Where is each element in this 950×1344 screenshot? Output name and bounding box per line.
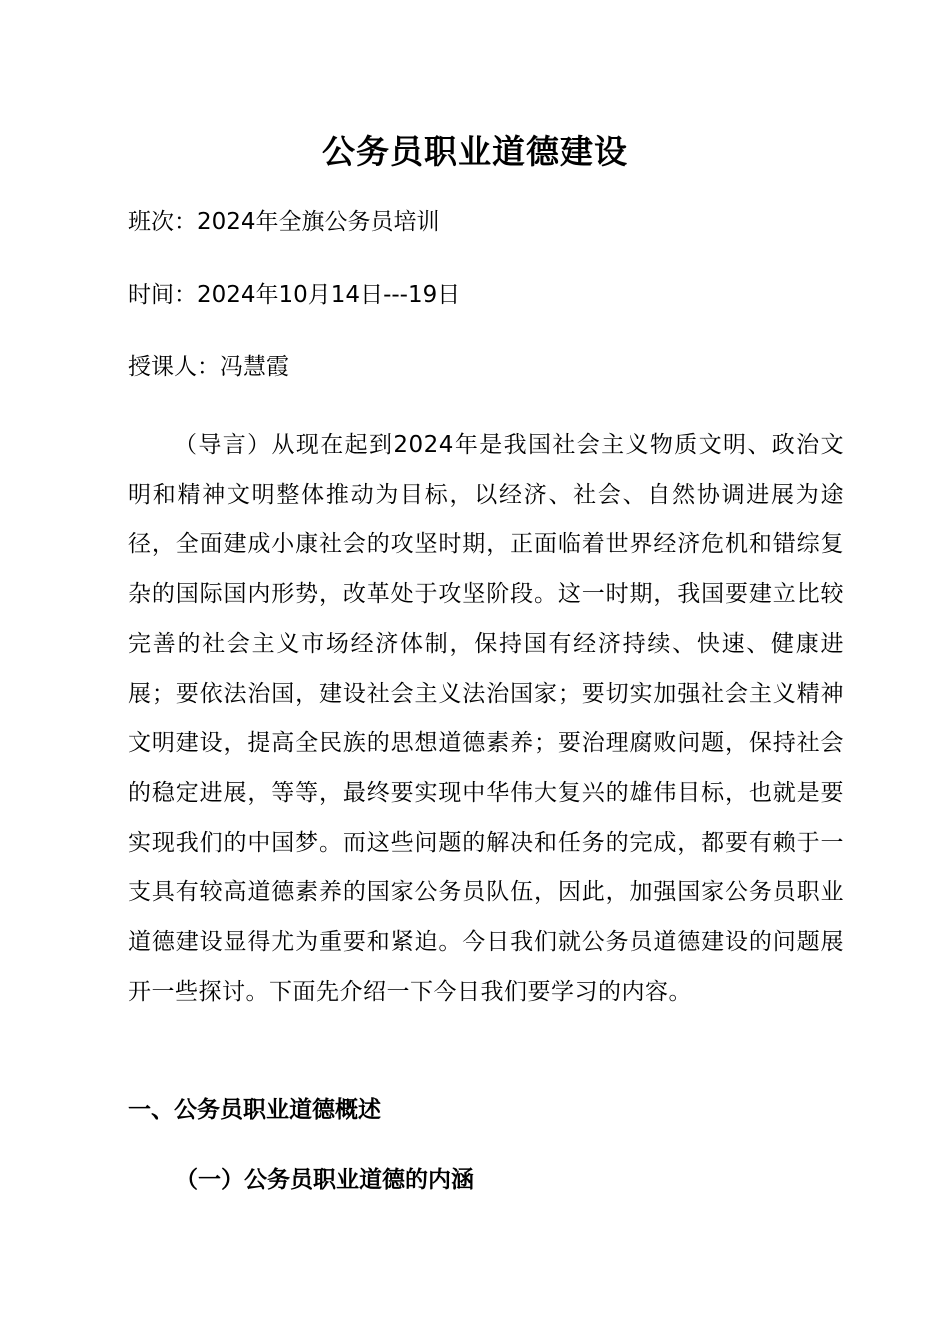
subsection-heading: （一）公务员职业道德的内涵 [175, 1167, 474, 1193]
document-title: 公务员职业道德建设 [322, 132, 628, 171]
class-info: 班次：2024年全旗公务员培训 [128, 209, 440, 235]
section-heading: 一、公务员职业道德概述 [128, 1097, 381, 1123]
lecturer-info: 授课人：冯慧霞 [128, 354, 289, 380]
time-info: 时间：2024年10月14日---19日 [128, 282, 461, 308]
intro-paragraph: （导言）从现在起到2024年是我国社会主义物质文明、政治文明和精神文明整体推动为目标，以经济、社会、自然协调进展为途径，全面建成小康社会的攻坚时期，正面临着世界经济危机和错综复杂的国际国内形势，改革处于攻坚阶段。这一时期，我国要建立比较完善的社会主义市场经济体制，保持国有经济持续、快速、健康进展；要依法治国，建设社会主义法治国家；要切实加强社会主义精神文明建设，提高全民族的思想道德素养；要治理腐败问题，保持社会的稳定进展，等等，最终要实现中华伟大复兴的雄伟目标，也就是要实现我们的中国梦。而这些问题的解决和任务的完成，都要有赖于一支具有较高道德素养的国家公务员队伍，因此，加强国家公务员职业道德建设显得尤为重要和紧迫。今日我们就公务员道德建设的问题展开一些探讨。下面先介绍一下今日我们要学习的内容。 [128, 432, 844, 1005]
